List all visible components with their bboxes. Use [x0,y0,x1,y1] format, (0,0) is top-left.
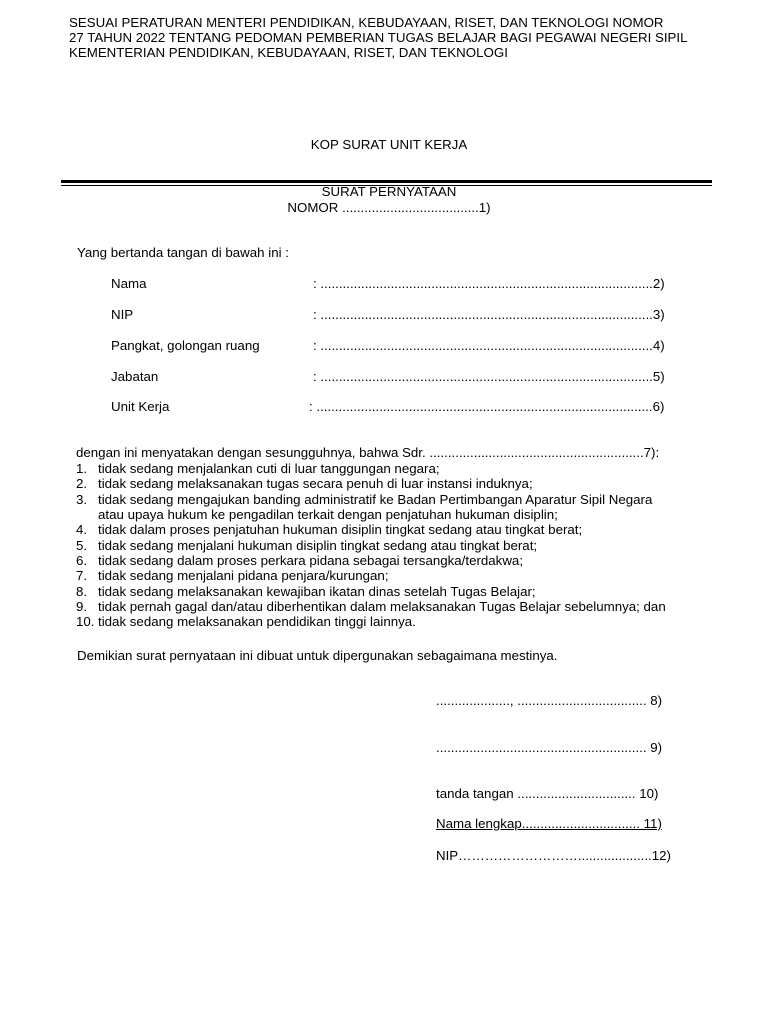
list-number: 5. [76,538,88,553]
list-text: tidak sedang menjalankan cuti di luar tanggungan negara; [98,461,440,476]
list-number: 9. [76,599,88,614]
list-item [76,522,582,537]
list-number: 10. [76,614,95,629]
list-text: tidak sedang mengajukan banding administratif ke Badan Pertimbangan Aparatur Sipil Negara [98,492,653,507]
field-label-unit-kerja: Unit Kerja [111,399,170,414]
letterhead-rule-thick [61,180,712,183]
signature-full-name: Nama lengkap................................ 11) [436,816,662,831]
field-value-jabatan: : ..........................................................................................5) [313,369,665,384]
document-title: SURAT PERNYATAAN [321,184,457,199]
list-number: 6. [76,553,88,568]
field-label-nama: Nama [111,276,147,291]
field-value-unit-kerja: : ...........................................................................................6) [309,399,665,414]
list-text: tidak pernah gagal dan/atau diberhentikan dalam melaksanakan Tugas Belajar sebelumnya; dan [98,599,666,614]
list-item [76,584,536,599]
list-item-continuation [98,507,558,522]
field-label-nip: NIP [111,307,134,322]
field-value-pangkat: : ..........................................................................................4) [313,338,665,353]
field-value-nip: : ..........................................................................................3) [313,307,665,322]
list-item [76,568,389,583]
field-label-jabatan: Jabatan [111,369,159,384]
list-number: 8. [76,584,88,599]
regulation-header-line-1: SESUAI PERATURAN MENTERI PENDIDIKAN, KEBUDAYAAN, RISET, DAN TEKNOLOGI NOMOR [69,15,664,30]
closing-text: Demikian surat pernyataan ini dibuat untuk dipergunakan sebagaimana mestinya. [77,648,558,663]
signature-nip: NIP………………………....................12) [436,848,671,863]
list-text: tidak sedang menjalani pidana penjara/kurungan; [98,568,389,583]
list-number: 3. [76,492,88,507]
list-item [76,614,416,629]
list-text: tidak sedang melaksanakan kewajiban ikatan dinas setelah Tugas Belajar; [98,584,536,599]
letterhead-placeholder: KOP SURAT UNIT KERJA [310,137,468,152]
list-text: tidak sedang melaksanakan pendidikan tinggi lainnya. [98,614,416,629]
signature-place-date: ...................., ................................... 8) [436,693,663,708]
list-item [76,553,523,568]
regulation-header-line-2: 27 TAHUN 2022 TENTANG PEDOMAN PEMBERIAN TUGAS BELAJAR BAGI PEGAWAI NEGERI SIPIL [69,30,688,45]
field-value-nama: : ..........................................................................................2) [313,276,665,291]
list-number: 4. [76,522,88,537]
intro-text: Yang bertanda tangan di bawah ini : [77,245,289,260]
list-text: tidak dalam proses penjatuhan hukuman disiplin tingkat sedang atau tingkat berat; [98,522,583,537]
field-label-pangkat: Pangkat, golongan ruang [111,338,260,353]
list-text: tidak sedang melaksanakan tugas secara penuh di luar instansi induknya; [98,476,533,491]
list-text: atau upaya hukum ke pengadilan terkait dengan penjatuhan hukuman disiplin; [98,507,558,522]
list-number: 7. [76,568,88,583]
statement-text: dengan ini menyatakan dengan sesungguhnya, bahwa Sdr. ..........................................................7): [76,445,660,460]
list-item [76,599,666,614]
regulation-header-line-3: KEMENTERIAN PENDIDIKAN, KEBUDAYAAN, RISET, DAN TEKNOLOGI [69,45,508,60]
list-number: 1. [76,461,88,476]
signature-sign-line: tanda tangan ................................ 10) [436,786,659,801]
signature-position: ......................................................... 9) [436,740,663,755]
list-item [76,476,533,491]
document-number: NOMOR .....................................1) [287,200,491,215]
list-text: tidak sedang menjalani hukuman disiplin tingkat sedang atau tingkat berat; [98,538,538,553]
list-item [76,538,537,553]
list-item [76,461,440,476]
list-item [76,492,652,507]
list-text: tidak sedang dalam proses perkara pidana sebagai tersangka/terdakwa; [98,553,524,568]
list-number: 2. [76,476,88,491]
